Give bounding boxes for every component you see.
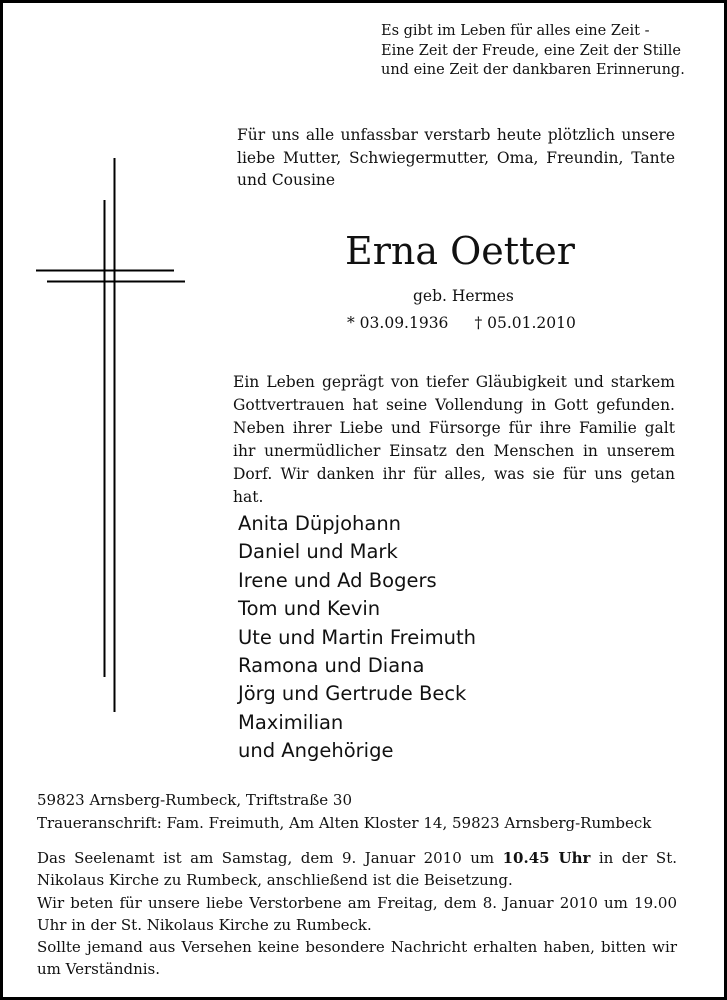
- deceased-name: Erna Oetter: [345, 229, 575, 273]
- apology-paragraph: Sollte jemand aus Versehen keine besondere Nachricht erhalten haben, bitten wir um Verständnis.: [37, 938, 677, 979]
- address-block: [37, 789, 697, 835]
- requiem-paragraph: [37, 847, 677, 892]
- mourner-name: Anita Düpjohann: [238, 512, 402, 535]
- life-dates: [347, 313, 587, 333]
- prayer-paragraph: Wir beten für unsere liebe Verstorbene am Freitag, dem 8. Januar 2010 um 19.00 Uhr in der St. Nikolaus Kirche zu Rumbeck.: [37, 893, 677, 934]
- poem-line: und eine Zeit der dankbaren Erinnerung.: [381, 62, 685, 78]
- mourner-name: Ramona und Diana: [238, 654, 425, 678]
- poem-line: Es gibt im Leben für alles eine Zeit -: [381, 23, 650, 39]
- intro-text: Für uns alle unfassbar verstarb heute plötzlich unsere liebe Mutter, Schwiegermutter, Oma, Freundin, Tante und Cousine: [237, 126, 675, 189]
- poem-line: Eine Zeit der Freude, eine Zeit der Stille: [381, 42, 682, 59]
- death-date: † 05.01.2010: [474, 314, 576, 332]
- double-line-cross-icon: [0, 0, 200, 720]
- mourner-name: Ute und Martin Freimuth: [238, 625, 476, 649]
- service-info: [37, 847, 677, 981]
- mourner-name: Jörg und Gertrude Beck: [238, 682, 467, 706]
- requiem-text-end: in der St. Nikolaus Kirche zu Rumbeck, anschließend ist die Beisetzung.: [37, 849, 677, 890]
- mourner-name: und Angehörige: [238, 739, 394, 763]
- poem: [381, 22, 701, 81]
- mourner-name: Daniel und Mark: [238, 540, 398, 564]
- biography-text: Ein Leben geprägt von tiefer Gläubigkeit und starkem Gottvertrauen hat seine Vollendung in Gott gefunden. Neben ihrer Liebe und Fürsorge für ihre Familie galt ihr unermüdlicher Einsatz den Menschen in unserem Dorf. Wir danken ihr für alles, was sie für uns getan hat.: [233, 373, 675, 506]
- mourner-name: Maximilian: [238, 710, 344, 734]
- requiem-text: Das Seelenamt ist am Samstag, dem 9. Januar 2010 um: [37, 849, 503, 867]
- mourning-address: Traueranschrift: Fam. Freimuth, Am Alten Kloster 14, 59823 Arnsberg-Rumbeck: [37, 814, 652, 832]
- home-address: 59823 Arnsberg-Rumbeck, Triftstraße 30: [37, 791, 352, 809]
- mourner-name: Tom und Kevin: [238, 597, 381, 621]
- mourner-name: Irene und Ad Bogers: [238, 568, 437, 592]
- birth-date: * 03.09.1936: [347, 314, 449, 332]
- requiem-time: 10.45 Uhr: [502, 849, 591, 867]
- birth-name: geb. Hermes: [413, 287, 514, 305]
- mourners-list: [238, 510, 558, 766]
